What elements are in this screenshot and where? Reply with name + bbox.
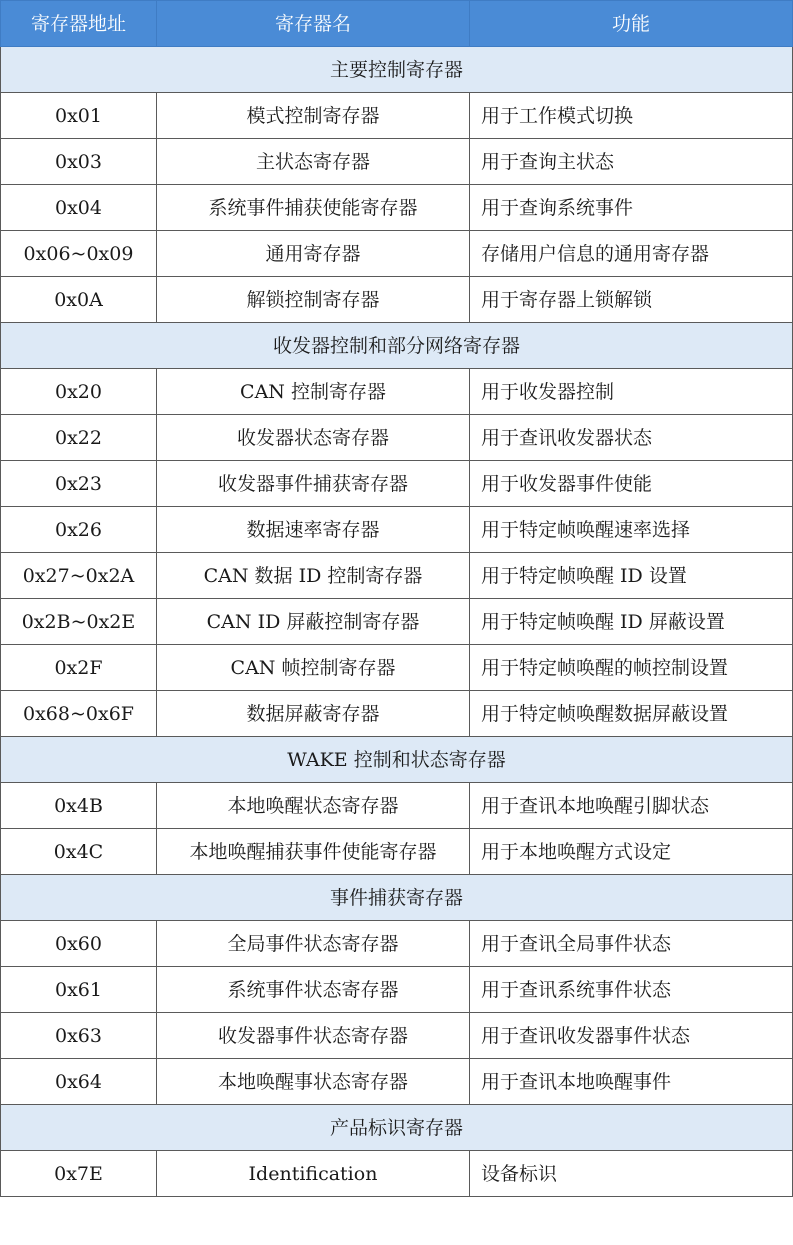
header-address: 寄存器地址 <box>1 1 157 47</box>
register-function: 用于特定帧唤醒的帧控制设置 <box>470 645 793 691</box>
register-name: 系统事件状态寄存器 <box>157 967 470 1013</box>
register-function: 用于查讯本地唤醒事件 <box>470 1059 793 1105</box>
register-name: 数据屏蔽寄存器 <box>157 691 470 737</box>
register-function: 用于查询主状态 <box>470 139 793 185</box>
register-name: 收发器状态寄存器 <box>157 415 470 461</box>
table-row <box>1 783 793 829</box>
table-row <box>1 277 793 323</box>
register-name: 收发器事件捕获寄存器 <box>157 461 470 507</box>
table-row <box>1 967 793 1013</box>
register-function: 设备标识 <box>470 1151 793 1197</box>
table-row <box>1 829 793 875</box>
table-row <box>1 185 793 231</box>
register-name: CAN ID 屏蔽控制寄存器 <box>157 599 470 645</box>
table-row <box>1 645 793 691</box>
register-address: 0x2F <box>1 645 157 691</box>
register-function: 用于收发器控制 <box>470 369 793 415</box>
register-function: 用于查询系统事件 <box>470 185 793 231</box>
section-row <box>1 875 793 921</box>
register-function: 用于特定帧唤醒速率选择 <box>470 507 793 553</box>
table-row <box>1 691 793 737</box>
table-row <box>1 415 793 461</box>
register-name: 解锁控制寄存器 <box>157 277 470 323</box>
register-address: 0x2B~0x2E <box>1 599 157 645</box>
register-address: 0x0A <box>1 277 157 323</box>
register-address: 0x60 <box>1 921 157 967</box>
register-function: 用于查讯本地唤醒引脚状态 <box>470 783 793 829</box>
register-name: CAN 控制寄存器 <box>157 369 470 415</box>
table-row <box>1 1013 793 1059</box>
register-address: 0x04 <box>1 185 157 231</box>
register-function: 用于查讯收发器事件状态 <box>470 1013 793 1059</box>
register-address: 0x4C <box>1 829 157 875</box>
register-name: CAN 数据 ID 控制寄存器 <box>157 553 470 599</box>
table-row <box>1 599 793 645</box>
register-name: Identification <box>157 1151 470 1197</box>
header-row <box>1 1 793 47</box>
table-row <box>1 461 793 507</box>
section-title: 主要控制寄存器 <box>1 47 793 93</box>
section-row <box>1 323 793 369</box>
register-address: 0x68~0x6F <box>1 691 157 737</box>
register-function: 用于特定帧唤醒 ID 屏蔽设置 <box>470 599 793 645</box>
register-name: 系统事件捕获使能寄存器 <box>157 185 470 231</box>
table-row <box>1 1151 793 1197</box>
section-row <box>1 737 793 783</box>
table-row <box>1 93 793 139</box>
table-header <box>1 1 793 47</box>
register-address: 0x03 <box>1 139 157 185</box>
register-name: 本地唤醒事状态寄存器 <box>157 1059 470 1105</box>
register-address: 0x7E <box>1 1151 157 1197</box>
register-name: 收发器事件状态寄存器 <box>157 1013 470 1059</box>
section-title: 收发器控制和部分网络寄存器 <box>1 323 793 369</box>
header-function: 功能 <box>470 1 793 47</box>
register-function: 用于工作模式切换 <box>470 93 793 139</box>
table-body <box>1 47 793 1197</box>
register-function: 用于查讯系统事件状态 <box>470 967 793 1013</box>
register-function: 存储用户信息的通用寄存器 <box>470 231 793 277</box>
register-address: 0x20 <box>1 369 157 415</box>
section-title: 事件捕获寄存器 <box>1 875 793 921</box>
register-address: 0x63 <box>1 1013 157 1059</box>
register-name: 模式控制寄存器 <box>157 93 470 139</box>
table-row <box>1 507 793 553</box>
register-name: 本地唤醒捕获事件使能寄存器 <box>157 829 470 875</box>
section-title: WAKE 控制和状态寄存器 <box>1 737 793 783</box>
table-row <box>1 231 793 277</box>
register-function: 用于寄存器上锁解锁 <box>470 277 793 323</box>
register-function: 用于本地唤醒方式设定 <box>470 829 793 875</box>
register-address: 0x26 <box>1 507 157 553</box>
table-row <box>1 553 793 599</box>
table-row <box>1 1059 793 1105</box>
register-name: 主状态寄存器 <box>157 139 470 185</box>
register-address: 0x4B <box>1 783 157 829</box>
table-row <box>1 921 793 967</box>
register-address: 0x01 <box>1 93 157 139</box>
register-function: 用于收发器事件使能 <box>470 461 793 507</box>
register-function: 用于查讯全局事件状态 <box>470 921 793 967</box>
register-name: 本地唤醒状态寄存器 <box>157 783 470 829</box>
register-address: 0x22 <box>1 415 157 461</box>
register-address: 0x64 <box>1 1059 157 1105</box>
section-row <box>1 47 793 93</box>
table-row <box>1 139 793 185</box>
section-title: 产品标识寄存器 <box>1 1105 793 1151</box>
register-name: 数据速率寄存器 <box>157 507 470 553</box>
register-function: 用于查讯收发器状态 <box>470 415 793 461</box>
header-name: 寄存器名 <box>157 1 470 47</box>
register-address: 0x23 <box>1 461 157 507</box>
register-name: 全局事件状态寄存器 <box>157 921 470 967</box>
register-address: 0x06~0x09 <box>1 231 157 277</box>
register-name: 通用寄存器 <box>157 231 470 277</box>
table-row <box>1 369 793 415</box>
register-address: 0x27~0x2A <box>1 553 157 599</box>
section-row <box>1 1105 793 1151</box>
register-function: 用于特定帧唤醒 ID 设置 <box>470 553 793 599</box>
register-name: CAN 帧控制寄存器 <box>157 645 470 691</box>
register-address: 0x61 <box>1 967 157 1013</box>
register-function: 用于特定帧唤醒数据屏蔽设置 <box>470 691 793 737</box>
